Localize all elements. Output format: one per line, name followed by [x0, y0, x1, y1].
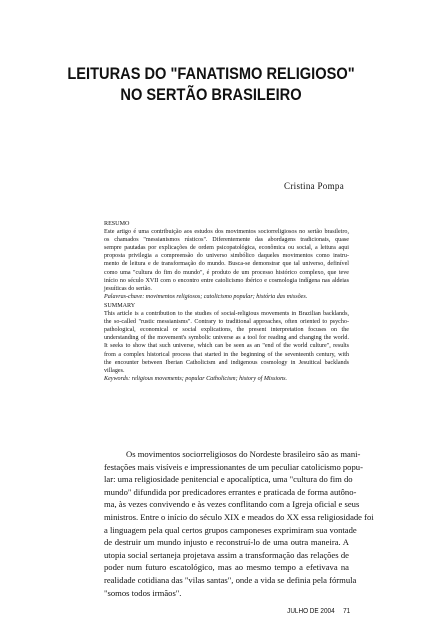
resumo-heading: RESUMO: [104, 221, 130, 227]
body-line: Os movimentos sociorreligiosos do Nordeste brasileiro são as mani-: [126, 449, 361, 459]
body-line: a linguagem pela qual certos grupos camponeses exprimiram sua vontade: [104, 524, 357, 535]
body-line: utopia social sertaneja projetava assim a transformação das relações de: [104, 549, 349, 560]
resumo-line: sempre pautadas por explicações de ordem psicopatológica, econômica ou social, a leitura aqui: [104, 245, 349, 252]
body-line: lar: uma religiosidade penitencial e apocalíptica, uma "cultura do fim do: [104, 474, 353, 485]
body-line: realidade cotidiana das "vilas santas", onde a vida se definia pela fórmula: [104, 574, 357, 585]
resumo-line: Este artigo é uma contribuição aos estudos dos movimentos sociorreligiosos no sertão brasileiro,: [104, 229, 349, 236]
author-name: Cristina Pompa: [284, 181, 344, 191]
summary-line: the encounter between Iberian Catholicism and indigenous cosmology in Jesuitical backlands: [104, 359, 349, 366]
summary-section: [104, 302, 349, 383]
resumo-line: proposta privilegia a compreensão do universo simbólico daqueles movimentos como instru-: [104, 253, 349, 260]
summary-line: the so-called "rustic messianisms". Contrary to traditional approaches, often oriented to psycho-: [104, 319, 349, 326]
summary-line: pathological, economical or social explications, the present interpretation focuses on the: [104, 327, 349, 334]
summary-line: It seeks to show that such universe, which can be seen as an "end of the world culture", results: [104, 343, 349, 350]
resumo-section: [104, 220, 349, 301]
summary-line: This article is a contribution to the studies of social-religious movements in Brazilian backlands,: [104, 311, 349, 318]
page-footer: [287, 606, 350, 616]
body-line: de destruir um mundo injusto e reconstruí-lo de uma outra maneira. A: [104, 537, 349, 548]
body-line: poder num futuro escatológico, mas ao mesmo tempo a efetivava na: [104, 562, 349, 573]
summary-line: villages.: [104, 367, 125, 374]
resumo-line: os chamados "messianismos rústicos". Diferentemente das abordagens tradicionais, quase: [104, 237, 349, 244]
resumo-line: como uma "cultura do fim do mundo", é produto de um processo histórico complexo, que teve: [104, 269, 349, 276]
body-line: ma, às vezes convivendo e às vezes conflitando com a Igreja oficial e seus: [104, 499, 360, 510]
body-line: "somos todos irmãos".: [104, 587, 182, 598]
page-number: 71: [342, 606, 350, 615]
summary-line: understanding of the movement's symbolic universe as a tool for reading and changing the world.: [104, 335, 349, 342]
resumo-line: início no século XVII com o encontro entre catolicismo ibérico e cosmologia indígena nas aldeias: [104, 277, 349, 284]
resumo-line: jesuíticas do sertão.: [104, 285, 152, 292]
article-title-line-2: NO SERTÃO BRASILEIRO: [120, 85, 302, 104]
resumo-keywords: Palavras-chave: movimentos religiosos; catolicismo popular; história das missões.: [104, 293, 308, 300]
summary-line: from a complex historical process that started in the beginning of the seventeenth century, with: [104, 351, 349, 358]
journal-issue-date: JULHO DE 2004: [286, 606, 335, 615]
summary-heading: SUMMARY: [104, 303, 136, 309]
body-line: ministros. Entre o início do século XIX e meados do XX essa religiosidade foi: [104, 511, 374, 522]
body-line: festações mais visíveis e impressionantes de um peculiar catolicismo popu-: [104, 461, 363, 472]
body-paragraph: [104, 448, 374, 599]
summary-keywords: Keywords: religious movements; popular Catholicism; history of Missions.: [104, 375, 288, 382]
body-line: mundo" difundida por predicadores errantes e praticada de forma autôno-: [104, 486, 357, 497]
resumo-line: mento de leitura e de transformação do mundo. Busca-se demonstrar que tal universo, definível: [104, 261, 349, 268]
article-title-line-1: LEITURAS DO "FANATISMO RELIGIOSO": [67, 64, 355, 83]
